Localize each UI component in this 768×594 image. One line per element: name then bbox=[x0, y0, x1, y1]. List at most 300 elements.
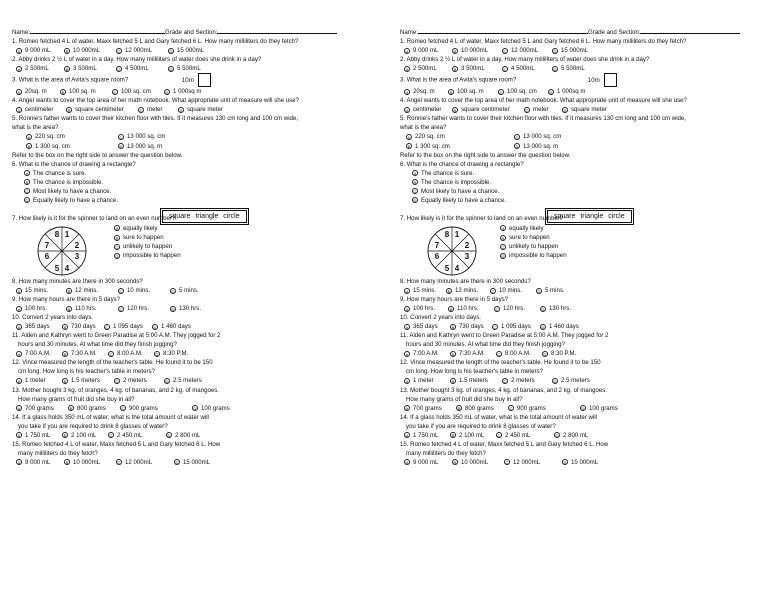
q4-options bbox=[12, 105, 384, 114]
q10-option-c[interactable]: C 1 095 days bbox=[493, 323, 531, 331]
bubble-b: B bbox=[449, 306, 453, 312]
bubble-b: B bbox=[453, 107, 457, 113]
q7-options bbox=[114, 224, 181, 260]
question-5: 5. Ronnie's father wants to cover their kitchen floor with tiles. If it measures 130 cm long and 100 cm wide, bbox=[400, 115, 687, 123]
q9-options bbox=[12, 304, 384, 313]
question-10: 10. Convert 2 years into days. bbox=[12, 314, 93, 322]
q13-option-d[interactable]: D 100 grams bbox=[193, 404, 230, 412]
bubble-b: B bbox=[65, 66, 69, 72]
bubble-b: B bbox=[449, 89, 453, 95]
bubble-a: A bbox=[25, 171, 29, 177]
question-15: 15. Romeo fetched 4 L of water, Maxx fetched 5 L and Gary fetched 6 L. How bbox=[12, 440, 221, 448]
bubble-a: A bbox=[405, 288, 409, 294]
spinner-8: 8 bbox=[444, 229, 450, 239]
bubble-a: A bbox=[405, 48, 409, 54]
q13-option-b[interactable]: B 800 grams bbox=[69, 404, 106, 412]
bubble-d: D bbox=[555, 433, 559, 439]
q3-side-label: 10m bbox=[587, 76, 600, 84]
q13-option-c[interactable]: C 900 grams bbox=[121, 404, 158, 412]
q13-option-b[interactable]: B 800 grams bbox=[457, 404, 494, 412]
question-3: 3. What is the area of Avita's square room? bbox=[400, 76, 517, 84]
q14-options bbox=[12, 431, 384, 440]
question-5-cont: what is the area? bbox=[400, 124, 447, 132]
q2-option-b[interactable]: B 3 500mL bbox=[65, 65, 97, 73]
q4-option-c[interactable]: C meter bbox=[525, 106, 549, 114]
bubble-d: D bbox=[165, 89, 169, 95]
q12-option-d[interactable]: D 2.5 meters bbox=[165, 377, 202, 385]
q11-option-c[interactable]: C 8:00 A.M. bbox=[109, 350, 143, 358]
question-3-row bbox=[12, 73, 384, 87]
q6-option-a[interactable]: A The chance is sure. bbox=[413, 169, 475, 177]
q7-options bbox=[500, 224, 567, 260]
bubble-b: B bbox=[451, 433, 455, 439]
question-4: 4. Angel wants to cover the top area of her math notebook. What appropriate unit of measure will she use? bbox=[12, 97, 299, 105]
bubble-a: A bbox=[413, 171, 417, 177]
bubble-b: B bbox=[453, 66, 457, 72]
square-room-figure bbox=[604, 73, 617, 87]
bubble-d: D bbox=[541, 324, 545, 330]
q15-option-d[interactable]: D 15 000mL bbox=[563, 458, 599, 466]
q8-option-b[interactable]: B 12 mins. bbox=[67, 286, 99, 294]
q12-option-b[interactable]: B 1.5 meters bbox=[63, 377, 100, 385]
q14-option-d[interactable]: D 2 800 mL bbox=[555, 431, 589, 439]
question-3: 3. What is the area of Avita's square room? bbox=[12, 76, 129, 84]
bubble-d: D bbox=[413, 198, 417, 204]
bubble-b: B bbox=[67, 306, 71, 312]
bubble-d: D bbox=[193, 406, 197, 412]
q7-option-d[interactable]: D impossible to happen bbox=[115, 252, 181, 260]
section-label: Grade and Section: bbox=[587, 29, 641, 36]
bubble-c: C bbox=[117, 48, 121, 54]
q15-option-a[interactable]: A 9 000 mL bbox=[17, 458, 51, 466]
question-2: 2. Abby drinks 2 ½ L of water in a day. How many milliliters of water does she drink in a day? bbox=[12, 56, 262, 64]
question-13-cont: How many grams of fruit did she buy in all? bbox=[18, 395, 135, 403]
q11-option-a[interactable]: A 7:00 A.M. bbox=[17, 350, 51, 358]
question-6: 6. What is the chance of drawing a rectangle? bbox=[400, 160, 524, 168]
q6-option-a[interactable]: A The chance is sure. bbox=[25, 169, 87, 177]
q14-option-c[interactable]: C 2 450 mL bbox=[109, 431, 143, 439]
bubble-d: D bbox=[543, 351, 547, 357]
question-11: 11. Alden and Kathryn went to Green Paradise at 5:00 A.M. They jogged for 2 bbox=[400, 332, 609, 340]
q13-options bbox=[12, 404, 384, 413]
q5-option-a[interactable]: A 220 sq. cm bbox=[27, 133, 65, 141]
bubble-a: A bbox=[405, 306, 409, 312]
q8-option-d[interactable]: D 5 mins. bbox=[537, 286, 565, 294]
q7-option-a[interactable]: A equally likely bbox=[501, 224, 544, 232]
shapes-box-left bbox=[160, 208, 249, 225]
bubble-d: D bbox=[171, 288, 175, 294]
bubble-a: A bbox=[405, 89, 409, 95]
bubble-c: C bbox=[413, 189, 417, 195]
spinner-4: 4 bbox=[454, 263, 460, 273]
bubble-a: A bbox=[405, 378, 409, 384]
bubble-d: D bbox=[171, 306, 175, 312]
q9-option-c[interactable]: C 120 hrs. bbox=[119, 305, 150, 313]
name-blank[interactable] bbox=[418, 33, 588, 34]
bubble-d: D bbox=[553, 66, 557, 72]
q11-option-c[interactable]: C 8:00 A.M. bbox=[497, 350, 531, 358]
bubble-c: C bbox=[501, 244, 505, 250]
bubble-d: D bbox=[563, 460, 567, 466]
q12-option-c[interactable]: C 2 meters bbox=[503, 377, 535, 385]
spinner-3: 3 bbox=[464, 251, 470, 261]
question-8: 8. How many minutes are there in 300 seconds? bbox=[400, 277, 531, 285]
spinner-7: 7 bbox=[44, 240, 50, 250]
q9-option-d[interactable]: D 130 hrs. bbox=[541, 305, 572, 313]
shapes-box-text: square triangle circle bbox=[547, 210, 632, 223]
q2-option-c[interactable]: C 4 500mL bbox=[503, 65, 535, 73]
bubble-d: D bbox=[563, 107, 567, 113]
q10-option-b[interactable]: B 730 days bbox=[63, 323, 96, 331]
bubble-d: D bbox=[541, 306, 545, 312]
q1-option-a[interactable]: A 9 000 mL bbox=[17, 47, 51, 55]
q12-option-c[interactable]: C 2 meters bbox=[115, 377, 147, 385]
bubble-b: B bbox=[447, 288, 451, 294]
q1-option-b[interactable]: B 10 000mL bbox=[65, 47, 101, 55]
q15-option-b[interactable]: B 10 000mL bbox=[65, 458, 101, 466]
q3-option-b[interactable]: B 100 sq. m bbox=[449, 88, 484, 96]
q9-option-b[interactable]: B 110 hrs. bbox=[449, 305, 479, 313]
q13-option-d[interactable]: D 100 grams bbox=[581, 404, 618, 412]
q13-option-a[interactable]: A 700 grams bbox=[405, 404, 442, 412]
q7-option-b[interactable]: B sure to happen bbox=[501, 233, 550, 241]
bubble-c: C bbox=[119, 134, 123, 140]
spinner-5: 5 bbox=[54, 263, 60, 273]
q3-option-d[interactable]: D 1 000sq m bbox=[165, 88, 202, 96]
q1-option-d[interactable]: D 15 000mL bbox=[169, 47, 205, 55]
shapes-box-right bbox=[545, 208, 634, 225]
section-blank[interactable] bbox=[217, 33, 337, 34]
bubble-c: C bbox=[491, 288, 495, 294]
bubble-b: B bbox=[67, 107, 71, 113]
bubble-c: C bbox=[499, 89, 503, 95]
bubble-b: B bbox=[69, 406, 73, 412]
q11-option-d[interactable]: D 8:30 P.M. bbox=[155, 350, 189, 358]
question-10: 10. Convert 2 years into days. bbox=[400, 314, 481, 322]
bubble-b: B bbox=[413, 180, 417, 186]
bubble-b: B bbox=[453, 460, 457, 466]
q12-options bbox=[400, 376, 768, 385]
question-1: 1. Romeo fetched 4 L of water, Maxx fetched 5 L and Gary fetched 6 L. How many milliliters do they fetch? bbox=[400, 38, 687, 46]
bubble-c: C bbox=[503, 66, 507, 72]
q11-options bbox=[12, 349, 384, 358]
q4-option-a[interactable]: A centimeter bbox=[17, 106, 54, 114]
q4-option-d[interactable]: D square meter bbox=[563, 106, 607, 114]
q2-option-d[interactable]: D 5 500mL bbox=[553, 65, 585, 73]
q15-option-a[interactable]: A 9 000 mL bbox=[405, 458, 439, 466]
bubble-a: A bbox=[17, 66, 21, 72]
spinner-6: 6 bbox=[434, 251, 440, 261]
q9-options bbox=[400, 304, 768, 313]
bubble-d: D bbox=[537, 288, 541, 294]
q7-option-a[interactable]: A equally likely bbox=[115, 224, 158, 232]
q11-options bbox=[400, 349, 768, 358]
spinner-6: 6 bbox=[44, 251, 50, 261]
q4-option-a[interactable]: A centimeter bbox=[405, 106, 442, 114]
bubble-a: A bbox=[17, 433, 21, 439]
q6-option-c[interactable]: C Most likely to have a chance. bbox=[413, 187, 500, 195]
question-9: 9. How many hours are there in 5 days? bbox=[12, 296, 121, 304]
q8-option-a[interactable]: A 15 mins. bbox=[405, 286, 437, 294]
q4-option-b[interactable]: B square centimeter bbox=[453, 106, 510, 114]
q5-option-d[interactable]: D 13 000 sq. m bbox=[119, 142, 163, 150]
header-line bbox=[400, 28, 768, 37]
bubble-c: C bbox=[493, 324, 497, 330]
q4-option-b[interactable]: B square centimeter bbox=[67, 106, 124, 114]
bubble-c: C bbox=[497, 351, 501, 357]
q8-option-c[interactable]: C 10 mins. bbox=[119, 286, 151, 294]
question-7: 7. How likely is it for the spinner to land on an even number? bbox=[400, 214, 564, 222]
q5-option-b[interactable]: B 1 300 sq. cm bbox=[27, 142, 70, 150]
q14-option-b[interactable]: B 2 100 mL bbox=[451, 431, 485, 439]
q12-option-a[interactable]: A 1 meter bbox=[17, 377, 46, 385]
bubble-c: C bbox=[119, 288, 123, 294]
q9-option-b[interactable]: B 110 hrs. bbox=[67, 305, 97, 313]
question-9: 9. How many hours are there in 5 days? bbox=[400, 296, 509, 304]
q3-side-label: 10m bbox=[181, 76, 194, 84]
bubble-b: B bbox=[115, 235, 119, 241]
q6-option-d[interactable]: D Equally likely to have a chance. bbox=[25, 196, 119, 204]
bubble-c: C bbox=[115, 378, 119, 384]
question-11: 11. Alden and Kathryn went to Green Paradise at 5:00 A.M. They jogged for 2 bbox=[12, 332, 221, 340]
bubble-d: D bbox=[553, 48, 557, 54]
q14-option-a[interactable]: A 1 750 mL bbox=[405, 431, 439, 439]
q6-option-d[interactable]: D Equally likely to have a chance. bbox=[413, 196, 507, 204]
q10-option-c[interactable]: C 1 095 days bbox=[105, 323, 143, 331]
bubble-b: B bbox=[67, 288, 71, 294]
name-label: Name: bbox=[12, 29, 30, 36]
q8-option-c[interactable]: C 10 mins. bbox=[491, 286, 523, 294]
q9-option-a[interactable]: A 100 hrs. bbox=[405, 305, 436, 313]
bubble-b: B bbox=[63, 351, 67, 357]
q13-option-c[interactable]: C 900 grams bbox=[509, 404, 546, 412]
q3-option-b[interactable]: B 100 sq. m bbox=[61, 88, 96, 96]
q5-options-row1 bbox=[12, 132, 384, 141]
spinner-figure bbox=[36, 225, 88, 277]
bubble-c: C bbox=[503, 48, 507, 54]
bubble-c: C bbox=[117, 460, 121, 466]
q8-option-a[interactable]: A 15 mins. bbox=[17, 286, 49, 294]
bubble-a: A bbox=[405, 324, 409, 330]
q5-option-a[interactable]: A 220 sq. cm bbox=[407, 133, 445, 141]
spinner-3: 3 bbox=[74, 251, 80, 261]
q10-option-d[interactable]: D 1 460 days bbox=[541, 323, 579, 331]
q15-option-d[interactable]: D 15 000mL bbox=[175, 458, 211, 466]
header-line bbox=[12, 28, 384, 37]
q5-option-d[interactable]: D 13 000 sq. m bbox=[515, 142, 559, 150]
bubble-c: C bbox=[25, 189, 29, 195]
bubble-b: B bbox=[451, 378, 455, 384]
bubble-d: D bbox=[167, 433, 171, 439]
bubble-a: A bbox=[405, 460, 409, 466]
q7-area bbox=[12, 223, 384, 277]
spinner-figure bbox=[426, 225, 478, 277]
question-14-cont: you take if you are required to drink 8 glasses of water? bbox=[18, 422, 168, 430]
question-14: 14. If a glass holds 350 mL of water, what is the total amount of water will bbox=[400, 413, 597, 421]
bubble-b: B bbox=[453, 48, 457, 54]
bubble-d: D bbox=[515, 144, 519, 150]
q11-option-b[interactable]: B 7:30 A.M. bbox=[63, 350, 97, 358]
q7-option-c[interactable]: C unlikely to happen bbox=[501, 243, 559, 251]
bubble-c: C bbox=[505, 460, 509, 466]
q15-option-b[interactable]: B 10 000mL bbox=[453, 458, 489, 466]
q6-options bbox=[12, 169, 384, 205]
q3-option-d[interactable]: D 1 000sq m bbox=[549, 88, 586, 96]
bubble-a: A bbox=[17, 107, 21, 113]
q15-options bbox=[12, 458, 384, 467]
bubble-a: A bbox=[17, 48, 21, 54]
q6-option-b[interactable]: B The chance is impossible. bbox=[413, 178, 492, 186]
q3-options bbox=[12, 87, 384, 96]
q6-option-c[interactable]: C Most likely to have a chance. bbox=[25, 187, 112, 195]
bubble-d: D bbox=[155, 351, 159, 357]
q11-option-b[interactable]: B 7:30 A.M. bbox=[451, 350, 485, 358]
bubble-a: A bbox=[115, 226, 119, 232]
q2-option-c[interactable]: C 4 500mL bbox=[117, 65, 149, 73]
section-blank[interactable] bbox=[640, 33, 740, 34]
bubble-c: C bbox=[139, 107, 143, 113]
spinner-5: 5 bbox=[444, 263, 450, 273]
bubble-b: B bbox=[61, 89, 65, 95]
refer-instruction: Refer to the box on the right side to answer the question below. bbox=[12, 151, 183, 159]
question-12-cont: cm long. How long is his teacher's table in meters? bbox=[18, 368, 155, 376]
q10-option-b[interactable]: B 730 days bbox=[451, 323, 484, 331]
q4-option-d[interactable]: D square meter bbox=[179, 106, 223, 114]
bubble-d: D bbox=[119, 144, 123, 150]
q13-option-a[interactable]: A 700 grams bbox=[17, 404, 54, 412]
bubble-b: B bbox=[501, 235, 505, 241]
q11-option-d[interactable]: D 8:30 P.M. bbox=[543, 350, 577, 358]
q1-option-a[interactable]: A 9 000 mL bbox=[405, 47, 439, 55]
question-6: 6. What is the chance of drawing a rectangle? bbox=[12, 160, 136, 168]
bubble-c: C bbox=[115, 244, 119, 250]
question-1: 1. Romeo fetched 4 L of water, Maxx fetched 5 L and Gary fetched 6 L. How many milliliters do they fetch? bbox=[12, 38, 299, 46]
bubble-b: B bbox=[407, 144, 411, 150]
bubble-b: B bbox=[457, 406, 461, 412]
bubble-b: B bbox=[65, 460, 69, 466]
q15-option-c[interactable]: C 12 000mL bbox=[117, 458, 153, 466]
q3-option-c[interactable]: C 100 sq. cm bbox=[499, 88, 537, 96]
question-13-cont: How many grams of fruit did she buy in all? bbox=[406, 395, 523, 403]
q5-options-row1 bbox=[400, 132, 768, 141]
q2-option-a[interactable]: A 2 500mL bbox=[405, 65, 437, 73]
q13-options bbox=[400, 404, 768, 413]
q14-option-b[interactable]: B 2 100 mL bbox=[63, 431, 97, 439]
q3-option-c[interactable]: C 100 sq. cm bbox=[113, 88, 151, 96]
q10-options bbox=[400, 322, 768, 331]
q7-area bbox=[400, 223, 768, 277]
bubble-a: A bbox=[407, 134, 411, 140]
q9-option-c[interactable]: C 120 hrs. bbox=[495, 305, 526, 313]
q15-option-c[interactable]: C 12 000mL bbox=[505, 458, 541, 466]
q12-option-a[interactable]: A 1 meter bbox=[405, 377, 434, 385]
bubble-c: C bbox=[119, 306, 123, 312]
section-label: Grade and Section: bbox=[164, 29, 218, 36]
bubble-a: A bbox=[405, 351, 409, 357]
bubble-a: A bbox=[17, 406, 21, 412]
q3-option-a[interactable]: A 20sq. m bbox=[405, 88, 435, 96]
bubble-a: A bbox=[405, 433, 409, 439]
bubble-a: A bbox=[405, 66, 409, 72]
spinner-7: 7 bbox=[434, 240, 440, 250]
spinner-2: 2 bbox=[74, 240, 80, 250]
q1-option-d[interactable]: D 15 000mL bbox=[553, 47, 589, 55]
bubble-b: B bbox=[451, 351, 455, 357]
q9-option-d[interactable]: D 130 hrs. bbox=[171, 305, 202, 313]
question-15-cont: many milliliters do they fetch? bbox=[406, 449, 486, 457]
q9-option-a[interactable]: A 100 hrs. bbox=[17, 305, 48, 313]
q5-option-c[interactable]: C 13 000 sq. cm bbox=[119, 133, 166, 141]
question-12: 12. Vince measured the length of the teacher's table. He found it to be 150 bbox=[12, 359, 213, 367]
bubble-d: D bbox=[169, 48, 173, 54]
q1-option-c[interactable]: C 12 000mL bbox=[503, 47, 539, 55]
bubble-a: A bbox=[405, 107, 409, 113]
bubble-b: B bbox=[63, 378, 67, 384]
bubble-a: A bbox=[17, 89, 21, 95]
bubble-d: D bbox=[179, 107, 183, 113]
bubble-b: B bbox=[65, 48, 69, 54]
q5-options-row2 bbox=[12, 142, 384, 151]
q11-option-a[interactable]: A 7:00 A.M. bbox=[405, 350, 439, 358]
q10-option-a[interactable]: A 365 days bbox=[17, 323, 50, 331]
bubble-d: D bbox=[549, 89, 553, 95]
q2-option-d[interactable]: D 5 500mL bbox=[169, 65, 201, 73]
q5-option-c[interactable]: C 13 000 sq. cm bbox=[515, 133, 562, 141]
q4-option-c[interactable]: C meter bbox=[139, 106, 163, 114]
q3-option-a[interactable]: A 20sq. m bbox=[17, 88, 47, 96]
bubble-a: A bbox=[405, 406, 409, 412]
bubble-c: C bbox=[497, 433, 501, 439]
question-4: 4. Angel wants to cover the top area of her math notebook. What appropriate unit of measure will she use? bbox=[400, 97, 687, 105]
name-blank[interactable] bbox=[30, 33, 165, 34]
bubble-d: D bbox=[115, 253, 119, 259]
q14-option-d[interactable]: D 2 800 mL bbox=[167, 431, 201, 439]
q10-option-a[interactable]: A 365 days bbox=[405, 323, 438, 331]
bubble-d: D bbox=[175, 460, 179, 466]
bubble-a: A bbox=[501, 226, 505, 232]
q14-option-c[interactable]: C 2 450 mL bbox=[497, 431, 531, 439]
q7-option-d[interactable]: D impossible to happen bbox=[501, 252, 567, 260]
q7-option-c[interactable]: C unlikely to happen bbox=[115, 243, 173, 251]
q8-option-b[interactable]: B 12 mins. bbox=[447, 286, 479, 294]
question-11-cont: hours and 30 minutes. At what time did they finish jogging? bbox=[406, 341, 565, 349]
q6-option-b[interactable]: B The chance is impossible. bbox=[25, 178, 104, 186]
bubble-a: A bbox=[17, 306, 21, 312]
q4-options bbox=[400, 105, 768, 114]
bubble-a: A bbox=[17, 460, 21, 466]
q14-option-a[interactable]: A 1 750 mL bbox=[17, 431, 51, 439]
q2-option-b[interactable]: B 3 500mL bbox=[453, 65, 485, 73]
q10-option-d[interactable]: D 1 460 days bbox=[153, 323, 191, 331]
q1-option-b[interactable]: B 10 000mL bbox=[453, 47, 489, 55]
shapes-box-text: square triangle circle bbox=[162, 210, 247, 223]
q7-option-b[interactable]: B sure to happen bbox=[115, 233, 164, 241]
q5-option-b[interactable]: B 1 300 sq. cm bbox=[407, 142, 450, 150]
bubble-c: C bbox=[525, 107, 529, 113]
worksheet-left bbox=[12, 28, 384, 467]
spinner-4: 4 bbox=[64, 263, 70, 273]
q2-option-a[interactable]: A 2 500mL bbox=[17, 65, 49, 73]
q1-option-c[interactable]: C 12 000mL bbox=[117, 47, 153, 55]
bubble-b: B bbox=[25, 180, 29, 186]
q12-option-b[interactable]: B 1.5 meters bbox=[451, 377, 488, 385]
q12-option-d[interactable]: D 2.5 meters bbox=[553, 377, 590, 385]
bubble-c: C bbox=[113, 89, 117, 95]
q8-option-d[interactable]: D 5 mins. bbox=[171, 286, 199, 294]
bubble-d: D bbox=[153, 324, 157, 330]
q12-options bbox=[12, 376, 384, 385]
bubble-d: D bbox=[25, 198, 29, 204]
